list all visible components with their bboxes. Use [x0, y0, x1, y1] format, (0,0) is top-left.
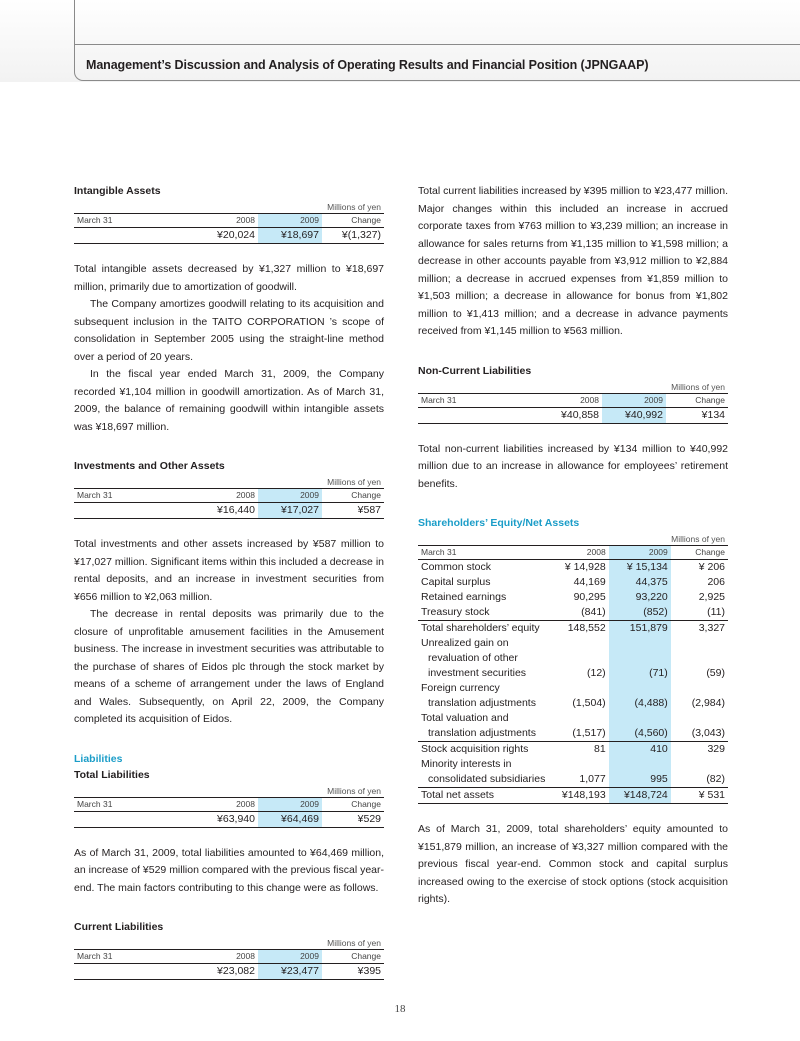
- row-2008: ¥148,193: [548, 788, 608, 804]
- row-label: translation adjustments: [418, 726, 548, 742]
- value-change: ¥529: [322, 811, 384, 827]
- investments-paragraph-1: Total investments and other assets increased by ¥587 million to ¥17,027 million. Significant items within this included a decrease in rental deposits, and an increase in investment securities from ¥656 million to ¥2,063 million.: [74, 538, 384, 603]
- table-row: [418, 726, 728, 742]
- equity-paragraph: As of March 31, 2009, total shareholders’ equity amounted to ¥151,879 million, an increase of ¥3,327 million compared with the previous fiscal year-end. Common stock and capital surplus increased owing to the exercise of stock options (stock acquisition rights).: [418, 823, 728, 905]
- investments-paragraph-2: The decrease in rental deposits was primarily due to the closure of unprofitable amusement facilities in the Amusement business. The increase in investment securities was attributable to the purchase of shares of Eidos plc through the stock market by means of a scheme of arrangement under the laws of England and Wales. Subsequently, on April 22, 2009, the Company completed its acquisition of Eidos.: [74, 608, 384, 725]
- col-march31: March 31: [74, 214, 194, 228]
- value-change: ¥134: [666, 407, 728, 423]
- row-2009: 151,879: [609, 621, 671, 637]
- page-number: 18: [394, 1003, 406, 1015]
- table-row: [418, 681, 728, 696]
- col-2009: 2009: [258, 797, 322, 811]
- units-label: Millions of yen: [327, 477, 381, 487]
- row-change: ¥ 206: [698, 561, 725, 573]
- table-row: [418, 711, 728, 726]
- row-2008: (1,504): [572, 697, 606, 709]
- row-label: Total valuation and: [421, 712, 509, 724]
- row-change: (59): [706, 667, 725, 679]
- left-column: [74, 183, 384, 980]
- row-2008: 90,295: [573, 591, 606, 603]
- current-liabilities-heading: Current Liabilities: [74, 921, 164, 933]
- col-change: Change: [322, 214, 384, 228]
- value-2009: ¥64,469: [258, 811, 322, 827]
- liabilities-paragraph: As of March 31, 2009, total liabilities amounted to ¥64,469 million, an increase of ¥529 million compared with the previous fiscal year-end. The main factors contributing to this change were as follows.: [74, 846, 384, 894]
- current-liabilities-table: [74, 937, 384, 980]
- row-change: (2,984): [691, 697, 725, 709]
- col-change: Change: [322, 950, 384, 964]
- row-label: investment securities: [428, 667, 527, 679]
- table-row: [418, 666, 728, 681]
- row-2009: ¥ 15,134: [609, 560, 671, 576]
- table-row: [418, 772, 728, 788]
- row-2008: [548, 651, 608, 666]
- row-2008: 148,552: [548, 621, 608, 637]
- table-row: [418, 575, 728, 590]
- value-label-cell: [418, 407, 538, 423]
- col-change: Change: [666, 393, 728, 407]
- col-2008: 2008: [194, 797, 258, 811]
- row-label: Common stock: [421, 561, 492, 573]
- noncurrent-paragraph: Total non-current liabilities increased by ¥134 million to ¥40,992 million due to an increase in allowance for employees’ retirement benefits.: [418, 442, 728, 490]
- value-label-cell: [74, 228, 194, 244]
- col-2009: 2009: [258, 214, 322, 228]
- table-row: [418, 636, 728, 651]
- right-column: [418, 183, 728, 909]
- page-title: Management’s Discussion and Analysis of Operating Results and Financial Position (JPNGAAP): [86, 58, 649, 72]
- row-2008: (12): [587, 667, 606, 679]
- row-2009: [609, 651, 671, 666]
- row-label: Retained earnings: [421, 591, 507, 603]
- col-march31: March 31: [74, 489, 194, 503]
- row-2009: ¥148,724: [609, 788, 671, 804]
- row-2008: (1,517): [548, 726, 608, 742]
- intangible-heading: Intangible Assets: [74, 185, 161, 197]
- row-2009: 93,220: [609, 590, 671, 605]
- row-2009: (852): [609, 605, 671, 621]
- col-march31: March 31: [74, 797, 194, 811]
- liabilities-section-heading: Liabilities: [74, 752, 123, 765]
- row-2009: 44,375: [609, 575, 671, 590]
- value-2008: ¥23,082: [194, 964, 258, 980]
- total-liabilities-heading: Total Liabilities: [74, 768, 150, 781]
- row-2009: [609, 681, 671, 696]
- value-change: ¥(1,327): [322, 228, 384, 244]
- col-2009: 2009: [609, 546, 671, 560]
- row-change: (11): [707, 606, 725, 618]
- equity-table: [418, 533, 728, 804]
- row-change: 3,327: [671, 621, 728, 637]
- row-change: 2,925: [698, 591, 725, 603]
- row-label: Stock acquisition rights: [421, 743, 529, 755]
- row-label: translation adjustments: [428, 697, 536, 709]
- row-2009: [609, 757, 671, 772]
- row-2008: 81: [594, 743, 606, 755]
- row-2009: (4,488): [609, 696, 671, 711]
- investments-heading: Investments and Other Assets: [74, 460, 225, 472]
- col-2008: 2008: [194, 950, 258, 964]
- row-change: ¥ 531: [671, 788, 728, 804]
- row-2008: ¥ 14,928: [564, 561, 606, 573]
- noncurrent-liabilities-heading: Non-Current Liabilities: [418, 364, 532, 377]
- table-row: [418, 757, 728, 772]
- value-change: ¥587: [322, 503, 384, 519]
- row-2009: [609, 636, 671, 651]
- row-2008: [548, 757, 608, 772]
- value-2008: ¥20,024: [194, 228, 258, 244]
- table-row: [418, 590, 728, 605]
- col-2008: 2008: [538, 393, 602, 407]
- col-2008: 2008: [194, 489, 258, 503]
- row-2008: [548, 681, 608, 696]
- table-row: [418, 651, 728, 666]
- table-row: [418, 605, 728, 621]
- current-liabilities-paragraph: Total current liabilities increased by ¥395 million to ¥23,477 million. Major changes within this included an increase in accrued corporate taxes from ¥763 million to ¥3,239 million; an increase in allowance for sales returns from ¥1,135 million to ¥1,598 million; a decrease in other accounts payable from ¥3,912 million to ¥2,884 million; a decrease in accrued expenses from ¥1,859 million to ¥1,503 million; a decrease in allowance for bonus from ¥1,802 million to ¥1,413 million; and a decrease in advance payments received from ¥1,145 million to ¥563 million.: [418, 185, 728, 337]
- equity-rows: [418, 560, 728, 804]
- col-2008: 2008: [194, 214, 258, 228]
- row-change: 206: [707, 576, 725, 588]
- row-2008: [548, 711, 608, 726]
- value-label-cell: [74, 503, 194, 519]
- row-label: consolidated subsidiaries: [428, 773, 546, 785]
- investments-table: [74, 476, 384, 519]
- value-2009: ¥17,027: [258, 503, 322, 519]
- equity-heading: Shareholders’ Equity/Net Assets: [418, 517, 580, 529]
- units-label: Millions of yen: [327, 938, 381, 948]
- value-2009: ¥40,992: [602, 407, 666, 423]
- row-label: Treasury stock: [421, 606, 490, 618]
- row-change: (3,043): [671, 726, 728, 742]
- table-row: [418, 696, 728, 711]
- row-2009: 410: [609, 742, 671, 758]
- table-row: [418, 742, 728, 758]
- value-change: ¥395: [322, 964, 384, 980]
- row-label: revaluation of other: [428, 652, 518, 664]
- row-2008: [548, 636, 608, 651]
- intangible-paragraph-1: Total intangible assets decreased by ¥1,327 million to ¥18,697 million, primarily due to amortization of goodwill.: [74, 263, 384, 293]
- row-change: [671, 757, 728, 772]
- intangible-table: [74, 201, 384, 244]
- row-2009: (71): [609, 666, 671, 681]
- row-label: Foreign currency: [421, 682, 500, 694]
- row-label: Minority interests in: [421, 758, 512, 770]
- row-label: Total net assets: [418, 788, 548, 804]
- table-row: [418, 621, 728, 637]
- col-change: Change: [322, 489, 384, 503]
- col-2009: 2009: [258, 950, 322, 964]
- row-2008: (841): [581, 606, 606, 618]
- col-2009: 2009: [258, 489, 322, 503]
- row-2008: 44,169: [573, 576, 606, 588]
- row-change: [671, 651, 728, 666]
- row-2009: (4,560): [609, 726, 671, 742]
- row-2009: [609, 711, 671, 726]
- units-label: Millions of yen: [327, 202, 381, 212]
- row-change: [671, 636, 728, 651]
- total-liabilities-table: [74, 785, 384, 828]
- row-change: [671, 681, 728, 696]
- value-2009: ¥23,477: [258, 964, 322, 980]
- row-2008: 1,077: [579, 773, 606, 785]
- col-2009: 2009: [602, 393, 666, 407]
- value-2009: ¥18,697: [258, 228, 322, 244]
- row-change: [671, 711, 728, 726]
- col-march31: March 31: [74, 950, 194, 964]
- value-label-cell: [74, 811, 194, 827]
- intangible-paragraph-3: In the fiscal year ended March 31, 2009, the Company recorded ¥1,104 million in goodwill amortization. As of March 31, 2009, the balance of remaining goodwill within intangible assets was ¥18,697 million.: [74, 368, 384, 433]
- value-2008: ¥16,440: [194, 503, 258, 519]
- units-label: Millions of yen: [671, 381, 725, 392]
- value-label-cell: [74, 964, 194, 980]
- row-label: Unrealized gain on: [421, 637, 509, 649]
- intangible-paragraph-2: The Company amortizes goodwill relating to its acquisition and subsequent inclusion in the TAITO CORPORATION ’s scope of consolidation in September 2005 using the straight-line method over a period of 20 years.: [74, 298, 384, 363]
- col-2008: 2008: [548, 546, 608, 560]
- col-march31: March 31: [418, 546, 548, 560]
- value-2008: ¥40,858: [538, 407, 602, 423]
- col-march31: March 31: [418, 393, 538, 407]
- row-change: 329: [707, 743, 725, 755]
- col-change: Change: [671, 546, 728, 560]
- row-label: Capital surplus: [421, 576, 491, 588]
- col-change: Change: [322, 797, 384, 811]
- noncurrent-liabilities-table: [418, 381, 728, 424]
- row-change: (82): [706, 773, 725, 785]
- value-2008: ¥63,940: [194, 811, 258, 827]
- units-label: Millions of yen: [327, 785, 381, 796]
- row-label: Total shareholders’ equity: [418, 621, 548, 637]
- header-divider: [74, 44, 800, 45]
- units-label: Millions of yen: [671, 534, 725, 544]
- table-row: [418, 788, 728, 804]
- row-2009: 995: [609, 772, 671, 788]
- table-row: [418, 560, 728, 576]
